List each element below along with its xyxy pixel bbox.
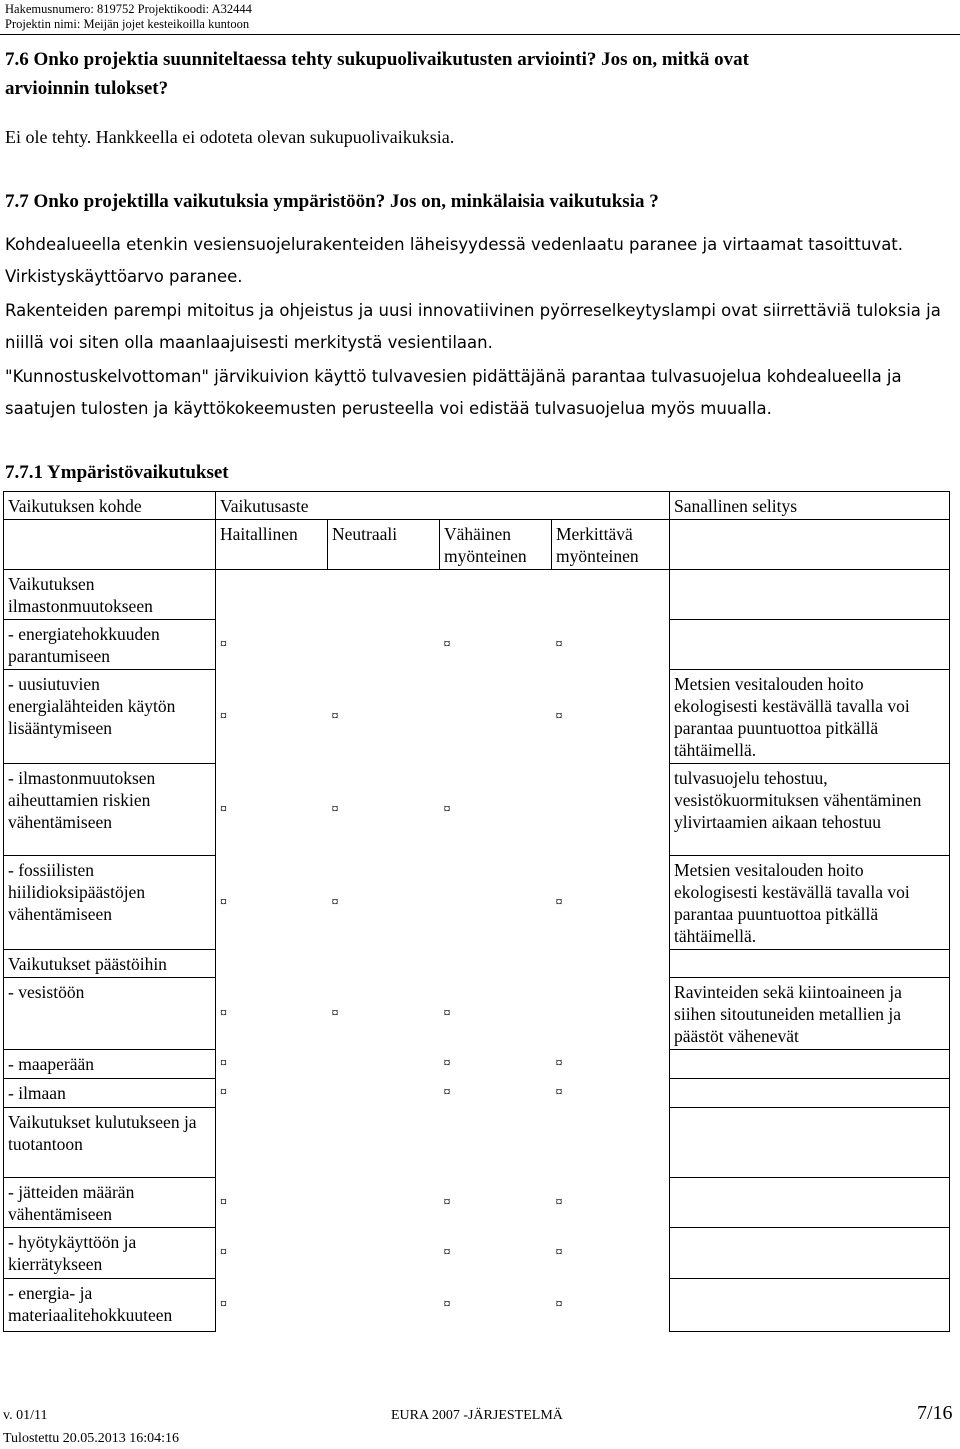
impact-mark: ¤ <box>443 1194 451 1210</box>
impact-empty-cell <box>552 950 670 978</box>
impact-label: - ilmaan <box>4 1079 216 1108</box>
impact-description: tulvasuojelu tehostuu, vesistökuormituksen vähentäminen ylivirtaamien aikaan tehostuu <box>670 764 950 856</box>
impact-empty-cell <box>216 950 328 978</box>
impact-empty-cell <box>552 764 670 856</box>
impact-mark: ¤ <box>443 1085 451 1100</box>
impact-empty-cell <box>440 670 552 764</box>
impact-mark: ¤ <box>555 1297 563 1312</box>
impact-mark: ¤ <box>331 708 339 724</box>
impact-mark: ¤ <box>555 894 563 910</box>
footer-print-timestamp: Tulostettu 20.05.2013 16:04:16 <box>3 1431 180 1446</box>
impact-empty-cell <box>552 978 670 1050</box>
impact-mark: ¤ <box>443 1245 451 1260</box>
impact-empty-cell <box>328 620 440 670</box>
impact-mark: ¤ <box>555 1056 563 1071</box>
impact-label: Vaikutukset kulutukseen ja tuotantoon <box>4 1108 216 1178</box>
impact-empty-cell <box>440 1108 552 1178</box>
impact-description <box>670 1079 950 1108</box>
impact-mark: ¤ <box>555 1245 563 1260</box>
impact-mark: ¤ <box>220 1297 227 1312</box>
environmental-impacts-table <box>3 491 950 1332</box>
impact-description <box>670 1178 950 1228</box>
impact-mark: ¤ <box>220 894 227 910</box>
impact-description <box>670 1050 950 1079</box>
impact-empty-cell <box>328 1079 440 1108</box>
impact-mark: ¤ <box>220 1056 227 1071</box>
impact-mark: ¤ <box>220 636 227 652</box>
impact-description <box>670 570 950 620</box>
impact-label: - energiatehokkuuden parantumiseen <box>4 620 216 670</box>
impact-mark: ¤ <box>220 1005 227 1021</box>
subheader-minor-positive: Vähäinen myönteinen <box>440 520 552 570</box>
table-row <box>4 950 950 978</box>
impact-empty-cell <box>328 1228 440 1279</box>
impact-label: - jätteiden määrän vähentämiseen <box>4 1178 216 1228</box>
impact-mark: ¤ <box>555 1194 563 1210</box>
impact-label: - hyötykäyttöön ja kierrätykseen <box>4 1228 216 1279</box>
subheader-significant-positive: Merkittävä myönteinen <box>552 520 670 570</box>
table-row <box>4 1178 950 1228</box>
table-row <box>4 1279 950 1332</box>
impact-mark: ¤ <box>331 1005 339 1021</box>
footer-system-name: EURA 2007 -JÄRJESTELMÄ <box>391 1408 563 1423</box>
header-divider <box>0 34 960 35</box>
impact-empty-cell <box>216 1108 328 1178</box>
impact-empty-cell <box>440 950 552 978</box>
table-row <box>4 978 950 1050</box>
subheader-empty-cell <box>4 520 216 570</box>
impact-empty-cell <box>328 570 440 620</box>
header-project-name: Projektin nimi: Meijän jojet kesteikoilla kuntoon <box>5 17 250 31</box>
section-7-7-paragraph-4: "Kunnostuskelvottoman" järvikuivion käyttö tulvavesien pidättäjänä parantaa tulvasuojelua kohdealueella ja saatujen tulosten ja käyttökokeemusten perusteella voi edistää tulvasuojelua myös muualla. <box>5 367 902 418</box>
impact-description <box>670 950 950 978</box>
impact-mark: ¤ <box>555 708 563 724</box>
section-7-7-1-heading: 7.7.1 Ympäristövaikutukset <box>5 462 229 483</box>
table-row <box>4 570 950 620</box>
table-subheader-row <box>4 520 950 570</box>
impact-label: - vesistöön <box>4 978 216 1050</box>
impact-mark: ¤ <box>443 801 451 817</box>
impact-empty-cell <box>552 1108 670 1178</box>
impact-mark: ¤ <box>220 801 227 817</box>
impact-label: Vaikutukset päästöihin <box>4 950 216 978</box>
column-header-target: Vaikutuksen kohde <box>4 492 216 520</box>
subheader-empty-description <box>670 520 950 570</box>
impact-mark: ¤ <box>443 1297 451 1312</box>
impact-label: Vaikutuksen ilmastonmuutokseen <box>4 570 216 620</box>
impact-description <box>670 1279 950 1332</box>
impact-empty-cell <box>216 570 328 620</box>
impact-mark: ¤ <box>331 801 339 817</box>
impact-mark: ¤ <box>331 894 339 910</box>
section-7-7-paragraph-1: Kohdealueella etenkin vesiensuojelurakenteiden läheisyydessä vedenlaatu paranee ja virtaamat tasoittuvat. <box>5 235 904 254</box>
impact-label: - uusiutuvien energialähteiden käytön lisääntymiseen <box>4 670 216 764</box>
impact-mark: ¤ <box>220 1085 227 1100</box>
impact-empty-cell <box>328 950 440 978</box>
impact-empty-cell <box>328 1279 440 1332</box>
table-row <box>4 670 950 764</box>
section-7-6-answer: Ei ole tehty. Hankkeella ei odoteta olevan sukupuolivaikuksia. <box>5 127 455 147</box>
footer-page-number: 7/16 <box>917 1402 953 1424</box>
table-row <box>4 764 950 856</box>
impact-description <box>670 1108 950 1178</box>
subheader-neutral: Neutraali <box>328 520 440 570</box>
table-row <box>4 1050 950 1079</box>
subheader-harmful: Haitallinen <box>216 520 328 570</box>
impact-description: Metsien vesitalouden hoito ekologisesti kestävällä tavalla voi parantaa puuntuottoa pitkällä tähtäimellä. <box>670 856 950 950</box>
header-application-line: Hakemusnumero: 819752 Projektikoodi: A32444 <box>5 2 252 16</box>
impact-label: - ilmastonmuutoksen aiheuttamien riskien vähentämiseen <box>4 764 216 856</box>
table-row <box>4 620 950 670</box>
impact-description <box>670 1228 950 1279</box>
impact-empty-cell <box>328 1050 440 1079</box>
section-7-7-paragraph-2: Virkistyskäyttöarvo paranee. <box>5 267 243 286</box>
impact-label: - energia- ja materiaalitehokkuuteen <box>4 1279 216 1332</box>
table-row <box>4 856 950 950</box>
impact-empty-cell <box>552 570 670 620</box>
table-row <box>4 1228 950 1279</box>
impact-description <box>670 620 950 670</box>
impact-label: - maaperään <box>4 1050 216 1079</box>
impact-mark: ¤ <box>555 1085 563 1100</box>
section-7-7-paragraph-3: Rakenteiden parempi mitoitus ja ohjeistus ja uusi innovatiivinen pyörreselkeytyslampi ovat siirrettäviä tuloksia ja niillä voi siten olla maanlaajuisesti merkitystä vesientilaan. <box>5 301 941 352</box>
impact-mark: ¤ <box>555 636 563 652</box>
impact-description: Ravinteiden sekä kiintoaineen ja siihen sitoutuneiden metallien ja päästöt vähenevät <box>670 978 950 1050</box>
section-7-6-heading-line2: arvioinnin tulokset? <box>5 78 169 99</box>
impact-mark: ¤ <box>220 708 227 724</box>
impact-mark: ¤ <box>220 1194 227 1210</box>
section-7-7-heading: 7.7 Onko projektilla vaikutuksia ympäristöön? Jos on, minkälaisia vaikutuksia ? <box>5 191 659 212</box>
impact-label: - fossiilisten hiilidioksipäästöjen vähentämiseen <box>4 856 216 950</box>
impact-mark: ¤ <box>443 636 451 652</box>
impact-empty-cell <box>440 570 552 620</box>
column-header-description: Sanallinen selitys <box>670 492 950 520</box>
footer-version: v. 01/11 <box>3 1408 48 1423</box>
column-header-degree: Vaikutusaste <box>216 492 670 520</box>
table-row <box>4 1079 950 1108</box>
impact-description: Metsien vesitalouden hoito ekologisesti kestävällä tavalla voi parantaa puuntuottoa pitkällä tähtäimellä. <box>670 670 950 764</box>
impact-mark: ¤ <box>443 1005 451 1021</box>
impact-empty-cell <box>328 1108 440 1178</box>
impact-mark: ¤ <box>220 1245 227 1260</box>
table-header-row <box>4 492 950 520</box>
section-7-6-heading-line1: 7.6 Onko projektia suunniteltaessa tehty sukupuolivaikutusten arviointi? Jos on, mitkä ovat <box>5 49 749 70</box>
table-row <box>4 1108 950 1178</box>
impact-mark: ¤ <box>443 1056 451 1071</box>
impact-empty-cell <box>328 1178 440 1228</box>
impact-empty-cell <box>440 856 552 950</box>
